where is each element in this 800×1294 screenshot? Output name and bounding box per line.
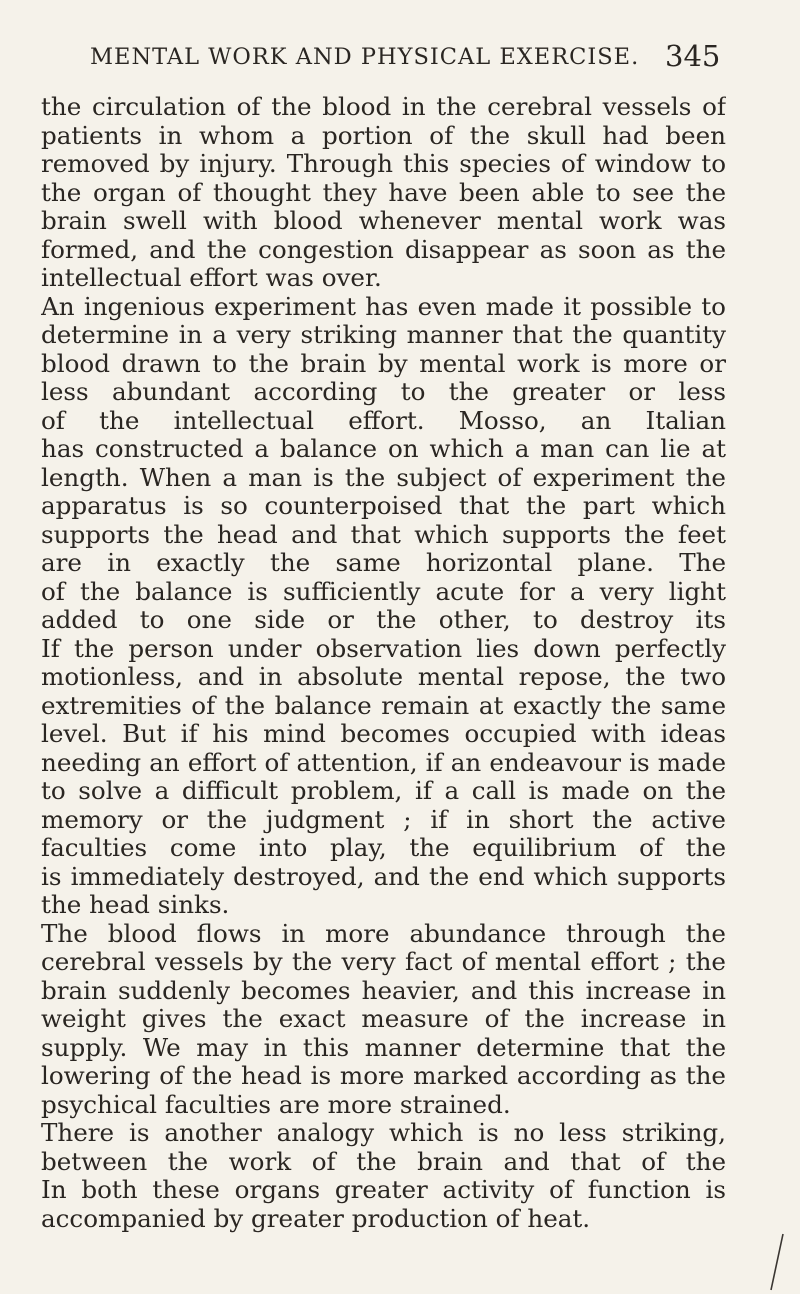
page-number: 345 bbox=[665, 39, 721, 73]
text-line: supports the head and that which supports the feet bbox=[41, 520, 726, 549]
text-line: supply. We may in this manner determine that the bbox=[41, 1033, 726, 1062]
text-line: added to one side or the other, to destroy its bbox=[41, 606, 726, 634]
text-line: needing an effort of attention, if an endeavour is made bbox=[41, 748, 726, 777]
text-line: apparatus is so counterpoised that the part which bbox=[41, 492, 726, 520]
text-line: formed, and the congestion disappear as soon as the bbox=[41, 235, 726, 264]
text-line: patients in whom a portion of the skull had been bbox=[41, 121, 726, 150]
text-line: length. When a man is the subject of experiment the bbox=[41, 463, 726, 492]
text-line: are in exactly the same horizontal plane. The bbox=[41, 549, 726, 577]
text-line: motionless, and in absolute mental repose, the two bbox=[41, 663, 726, 691]
text-line: less abundant according to the greater or less bbox=[41, 378, 726, 406]
text-line: has constructed a balance on which a man can lie at bbox=[41, 435, 726, 463]
text-line: The blood flows in more abundance through the bbox=[41, 919, 726, 948]
text-line: intellectual effort was over. bbox=[41, 263, 382, 292]
text-line: removed by injury. Through this species of window to bbox=[41, 150, 726, 178]
text-line: memory or the judgment ; if in short the active bbox=[41, 805, 726, 834]
text-line: An ingenious experiment has even made it possible to bbox=[41, 292, 726, 321]
text-line: the circulation of the blood in the cerebral vessels of bbox=[41, 93, 726, 121]
text-line: determine in a very striking manner that the quantity bbox=[41, 321, 726, 349]
text-line: faculties come into play, the equilibrium of the bbox=[41, 834, 726, 862]
running-head bbox=[0, 0, 800, 95]
text-line: If the person under observation lies down perfectly bbox=[41, 634, 726, 663]
text-line: cerebral vessels by the very fact of mental effort ; the bbox=[41, 948, 726, 976]
text-line: between the work of the brain and that of the bbox=[41, 1147, 726, 1176]
text-line: brain swell with blood whenever mental work was bbox=[41, 207, 726, 235]
margin-pencil-mark bbox=[767, 1232, 787, 1292]
text-line: is immediately destroyed, and the end which supports bbox=[41, 862, 726, 891]
text-line: the head sinks. bbox=[41, 890, 230, 919]
running-head-title: MENTAL WORK AND PHYSICAL EXERCISE. bbox=[90, 44, 640, 70]
text-line: In both these organs greater activity of function is bbox=[41, 1176, 726, 1204]
text-line: accompanied by greater production of heat. bbox=[41, 1203, 591, 1233]
text-line: of the balance is sufficiently acute for a very light bbox=[41, 577, 726, 606]
text-line: the organ of thought they have been able to see the bbox=[41, 178, 726, 207]
text-line: There is another analogy which is no less striking, bbox=[41, 1119, 726, 1147]
text-line: level. But if his mind becomes occupied with ideas bbox=[41, 720, 726, 748]
text-line: weight gives the exact measure of the increase in bbox=[41, 1005, 726, 1033]
text-line: extremities of the balance remain at exactly the same bbox=[41, 691, 726, 720]
text-line: brain suddenly becomes heavier, and this increase in bbox=[41, 976, 726, 1005]
text-line: to solve a difficult problem, if a call is made on the bbox=[41, 777, 726, 805]
text-line: psychical faculties are more strained. bbox=[41, 1089, 511, 1119]
text-line: blood drawn to the brain by mental work is more or bbox=[41, 349, 726, 378]
text-line: lowering of the head is more marked according as the bbox=[41, 1062, 726, 1090]
body-text bbox=[41, 93, 726, 1233]
text-line: of the intellectual effort. Mosso, an Italian bbox=[41, 406, 726, 435]
